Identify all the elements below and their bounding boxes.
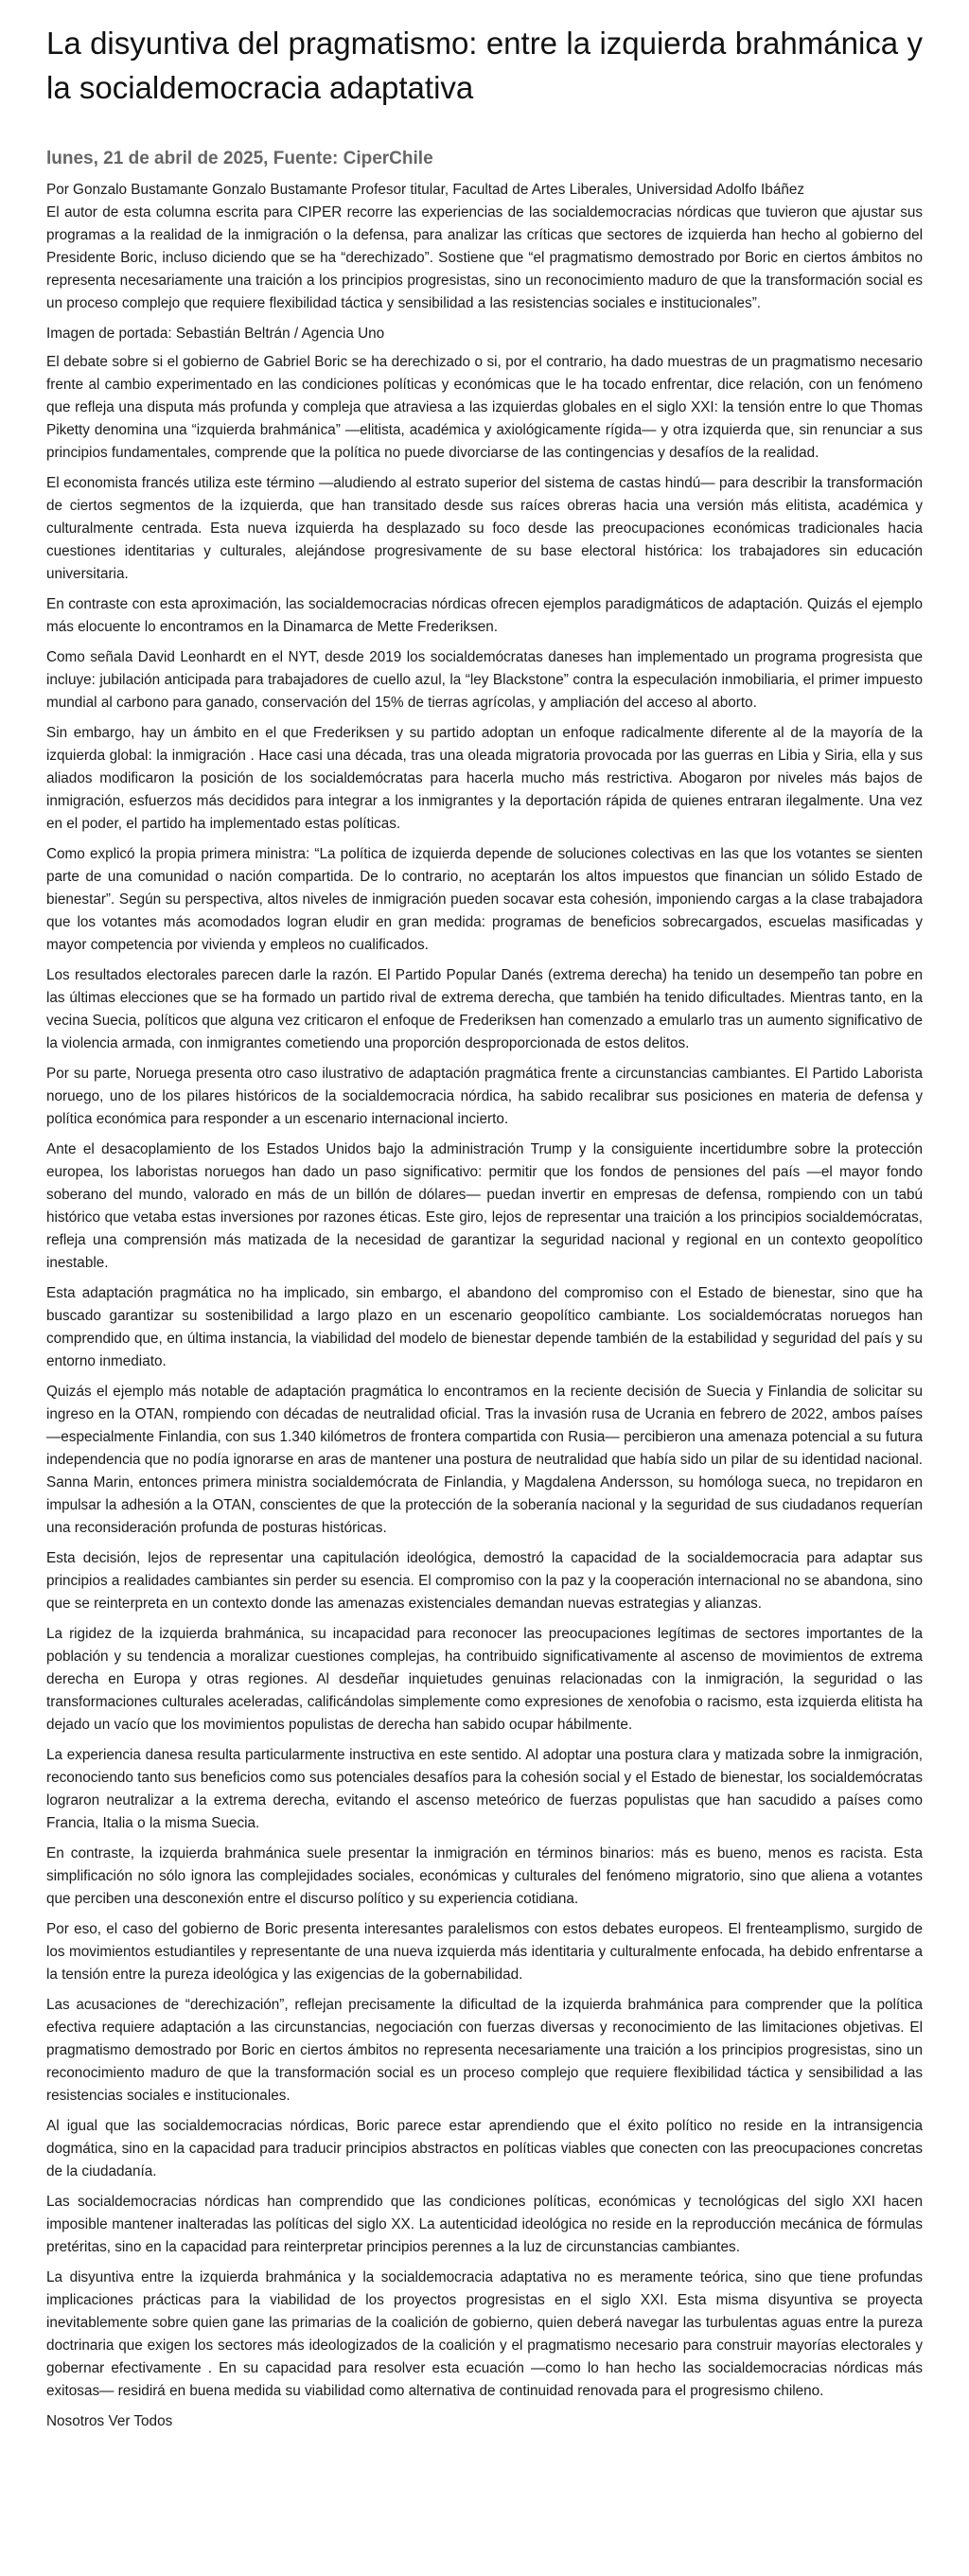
ver-todos-link[interactable]: Ver Todos	[108, 2413, 173, 2429]
article-paragraph: Como explicó la propia primera ministra: “La política de izquierda depende de soluciones colectivas en las que los votantes se sienten parte de una comunidad o nación compartida. De lo contrario, no aceptarán los altos impuestos que financian un sólido Estado de bienestar”. Según su perspectiva, altos niveles de inmigración pueden socavar esta cohesión, imponiendo cargas a la clase trabajadora que los votantes más acomodados logran eludir en gran medida: programas de beneficios sobrecargados, escuelas masificadas y mayor competencia por vivienda y empleos no cualificados.	[46, 846, 923, 953]
article-paragraph: Los resultados electorales parecen darle la razón. El Partido Popular Danés (extrema derecha) ha tenido un desempeño tan pobre en las últimas elecciones que se ha formado un partido rival de extrema derecha, que también ha tenido dificultades. Mientras tanto, en la vecina Suecia, políticos que alguna vez criticaron el enfoque de Frederiksen han comenzado a emularlo tras un aumento significativo de la violencia armada, con inmigrantes cometiendo una proporción desproporcionada de estos delitos.	[46, 967, 923, 1051]
article-date-source: lunes, 21 de abril de 2025, Fuente: CiperChile	[46, 149, 433, 168]
nosotros-link[interactable]: Nosotros	[46, 2413, 105, 2429]
article-lead: El autor de esta columna escrita para CIPER recorre las experiencias de las socialdemocracias nórdicas que tuvieron que ajustar sus programas a la realidad de la inmigración o la defensa, para analizar las críticas que sectores de izquierda han hecho al gobierno del Presidente Boric, incluso diciendo que se ha “derechizado”. Sostiene que “el pragmatismo demostrado por Boric en ciertos ámbitos no representa necesariamente una traición a los principios progresistas, sino un reconocimiento maduro de que la transformación social es un proceso complejo que requiere flexibilidad táctica y sensibilidad a las resistencias sociales e institucionales”.	[46, 204, 923, 311]
article-paragraph: En contraste con esta aproximación, las socialdemocracias nórdicas ofrecen ejemplos paradigmáticos de adaptación. Quizás el ejemplo más elocuente lo encontramos en la Dinamarca de Mette Frederiksen.	[46, 596, 923, 635]
article-paragraph: Al igual que las socialdemocracias nórdicas, Boric parece estar aprendiendo que el éxito político no reside en la intransigencia dogmática, sino en la capacidad para traducir principios abstractos en políticas viables que conecten con las preocupaciones concretas de la ciudadanía.	[46, 2118, 923, 2179]
article-paragraph: La disyuntiva entre la izquierda brahmánica y la socialdemocracia adaptativa no es meramente teórica, sino que tiene profundas implicaciones prácticas para la viabilidad de los proyectos progresistas en el siglo XXI. Esta misma disyuntiva se proyecta inevitablemente sobre quien gane las primarias de la coalición de gobierno, quien deberá navegar las turbulentas aguas entre la pureza doctrinaria que exigen los sectores más ideologizados de la coalición y el pragmatismo necesario para construir mayorías electorales y gobernar efectivamente . En su capacidad para resolver esta ecuación —como lo han hecho las socialdemocracias nórdicas más exitosas— residirá en buena medida su viabilidad como alternativa de continuidad renovada para el progresismo chileno.	[46, 2269, 923, 2399]
article-paragraph: Sin embargo, hay un ámbito en el que Frederiksen y su partido adoptan un enfoque radicalmente diferente al de la mayoría de la izquierda global: la inmigración . Hace casi una década, tras una oleada migratoria provocada por las guerras en Libia y Siria, ella y sus aliados modificaron la posición de los socialdemócratas para hacerla mucho más restrictiva. Abogaron por niveles más bajos de inmigración, esfuerzos más decididos para integrar a los inmigrantes y la deportación rápida de quienes entraran ilegalmente. Una vez en el poder, el partido ha implementado estas políticas.	[46, 725, 923, 832]
article-paragraph: En contraste, la izquierda brahmánica suele presentar la inmigración en términos binarios: más es bueno, menos es racista. Esta simplificación no sólo ignora las complejidades sociales, económicas y culturales del fenómeno migratorio, sino que aliena a votantes que perciben una desconexión entre el discurso político y su experiencia cotidiana.	[46, 1845, 923, 1907]
article-paragraph: Esta adaptación pragmática no ha implicado, sin embargo, el abandono del compromiso con el Estado de bienestar, sino que ha buscado garantizar su sostenibilidad a largo plazo en un escenario geopolítico cambiante. Los socialdemócratas noruegos han comprendido que, en última instancia, la viabilidad del modelo de bienestar depende también de la estabilidad y seguridad del país y su entorno inmediato.	[46, 1285, 923, 1369]
article-paragraph: El debate sobre si el gobierno de Gabriel Boric se ha derechizado o si, por el contrario, ha dado muestras de un pragmatismo necesario frente al cambio experimentado en las condiciones políticas y económicas que le ha tocado enfrentar, dice relación, con un fenómeno que refleja una disputa más profunda y compleja que atraviesa a las izquierdas globales en el siglo XXI: la tensión entre lo que Thomas Piketty denomina una “izquierda brahmánica” —elitista, académica y axiológicamente rígida— y otra izquierda que, sin renunciar a sus principios fundamentales, comprende que la política no puede divorciarse de las contingencias y desafíos de la realidad.	[46, 354, 923, 461]
footer-links	[46, 2410, 923, 2433]
article-body	[46, 351, 923, 2403]
article-paragraph: Como señala David Leonhardt en el NYT, desde 2019 los socialdemócratas daneses han implementado un programa progresista que incluye: jubilación anticipada para trabajadores de cuello azul, la “ley Blackstone” contra la especulación inmobiliaria, el primer impuesto mundial al carbono para ganado, conservación del 15% de tierras agrícolas, y ampliación del acceso al aborto.	[46, 649, 923, 711]
article-title: La disyuntiva del pragmatismo: entre la izquierda brahmánica y la socialdemocracia adaptativa	[46, 26, 923, 105]
image-caption: Imagen de portada: Sebastián Beltrán / Agencia Uno	[46, 326, 385, 342]
article-paragraph: Esta decisión, lejos de representar una capitulación ideológica, demostró la capacidad de la socialdemocracia para adaptar sus principios a realidades cambiantes sin perder su esencia. El compromiso con la paz y la cooperación internacional no se abandona, sino que se reinterpreta en un contexto donde las amenazas existenciales demandan nuevas estrategias y alianzas.	[46, 1550, 923, 1612]
article-paragraph: Las acusaciones de “derechización”, reflejan precisamente la dificultad de la izquierda brahmánica para comprender que la política efectiva requiere adaptación a las circunstancias, negociación con fuerzas diversas y reconocimiento de las limitaciones objetivas. El pragmatismo demostrado por Boric en ciertos ámbitos no representa necesariamente una traición a los principios progresistas, sino un reconocimiento maduro de que la transformación social es un proceso complejo que requiere flexibilidad táctica y sensibilidad a las resistencias sociales e institucionales.	[46, 1997, 923, 2104]
article-paragraph: Ante el desacoplamiento de los Estados Unidos bajo la administración Trump y la consiguiente incertidumbre sobre la protección europea, los laboristas noruegos han dado un paso significativo: permitir que los fondos de pensiones del país —el mayor fondo soberano del mundo, valorado en más de un billón de dólares— puedan invertir en empresas de defensa, rompiendo con un tabú histórico que vetaba estas inversiones por razones éticas. Este giro, lejos de representar una traición a los principios socialdemócratas, refleja una comprensión más matizada de la necesidad de garantizar la seguridad nacional y regional en un contexto geopolítico inestable.	[46, 1141, 923, 1271]
article-paragraph: El economista francés utiliza este término —aludiendo al estrato superior del sistema de castas hindú— para describir la transformación de ciertos segmentos de la izquierda, que han transitado desde sus raíces obreras hacia una versión más elitista, académica y culturalmente centrada. Esta nueva izquierda ha desplazado su foco desde las preocupaciones económicas tradicionales hacia cuestiones identitarias y culturales, alejándose progresivamente de su base electoral histórica: los trabajadores sin educación universitaria.	[46, 475, 923, 582]
article-paragraph: Las socialdemocracias nórdicas han comprendido que las condiciones políticas, económicas y tecnológicas del siglo XXI hacen imposible mantener inalteradas las políticas del siglo XX. La autenticidad ideológica no reside en la reproducción mecánica de fórmulas pretéritas, sino en la capacidad para reinterpretar principios perennes a la luz de circunstancias cambiantes.	[46, 2194, 923, 2255]
article-paragraph: Quizás el ejemplo más notable de adaptación pragmática lo encontramos en la reciente decisión de Suecia y Finlandia de solicitar su ingreso en la OTAN, rompiendo con décadas de neutralidad oficial. Tras la invasión rusa de Ucrania en febrero de 2022, ambos países —especialmente Finlandia, con sus 1.340 kilómetros de frontera compartida con Rusia— percibieron una amenaza potencial a su futura independencia que no podía ignorarse en aras de mantener una postura de neutralidad que había sido un pilar de su identidad nacional. Sanna Marin, entonces primera ministra socialdemócrata de Finlandia, y Magdalena Andersson, su homóloga sueca, no trepidaron en impulsar la adhesión a la OTAN, conscientes de que la protección de la soberanía nacional y la seguridad de sus ciudadanos requerían una reconsideración profunda de posturas históricas.	[46, 1384, 923, 1536]
article-paragraph: Por su parte, Noruega presenta otro caso ilustrativo de adaptación pragmática frente a circunstancias cambiantes. El Partido Laborista noruego, uno de los pilares históricos de la socialdemocracia nórdica, ha sabido recalibrar sus posiciones en materia de defensa y política económica para responder a un escenario internacional incierto.	[46, 1066, 923, 1127]
article-container	[0, 21, 969, 2433]
article-paragraph: Por eso, el caso del gobierno de Boric presenta interesantes paralelismos con estos debates europeos. El frenteamplismo, surgido de los movimientos estudiantiles y representante de una nueva izquierda más identitaria y culturalmente enfocada, ha debido enfrentarse a la tensión entre la pureza ideológica y las exigencias de la gobernabilidad.	[46, 1921, 923, 1983]
article-byline: Por Gonzalo Bustamante Gonzalo Bustamante Profesor titular, Facultad de Artes Liberales, Universidad Adolfo Ibáñez	[46, 182, 804, 198]
article-paragraph: La rigidez de la izquierda brahmánica, su incapacidad para reconocer las preocupaciones legítimas de sectores importantes de la población y su tendencia a moralizar cuestiones complejas, ha contribuido significativamente al ascenso de movimientos de extrema derecha en Europa y otras regiones. Al desdeñar inquietudes genuinas relacionadas con la inmigración, la seguridad o las transformaciones culturales aceleradas, calificándolas simplemente como expresiones de xenofobia o racismo, esta izquierda elitista ha dejado un vacío que los movimientos populistas de derecha han sabido ocupar hábilmente.	[46, 1626, 923, 1733]
article-paragraph: La experiencia danesa resulta particularmente instructiva en este sentido. Al adoptar una postura clara y matizada sobre la inmigración, reconociendo tanto sus beneficios como sus potenciales desafíos para la cohesión social y el Estado de bienestar, los socialdemócratas lograron neutralizar a la extrema derecha, evitando el ascenso meteórico de fuerzas populistas que han sacudido a países como Francia, Italia o la misma Suecia.	[46, 1747, 923, 1831]
